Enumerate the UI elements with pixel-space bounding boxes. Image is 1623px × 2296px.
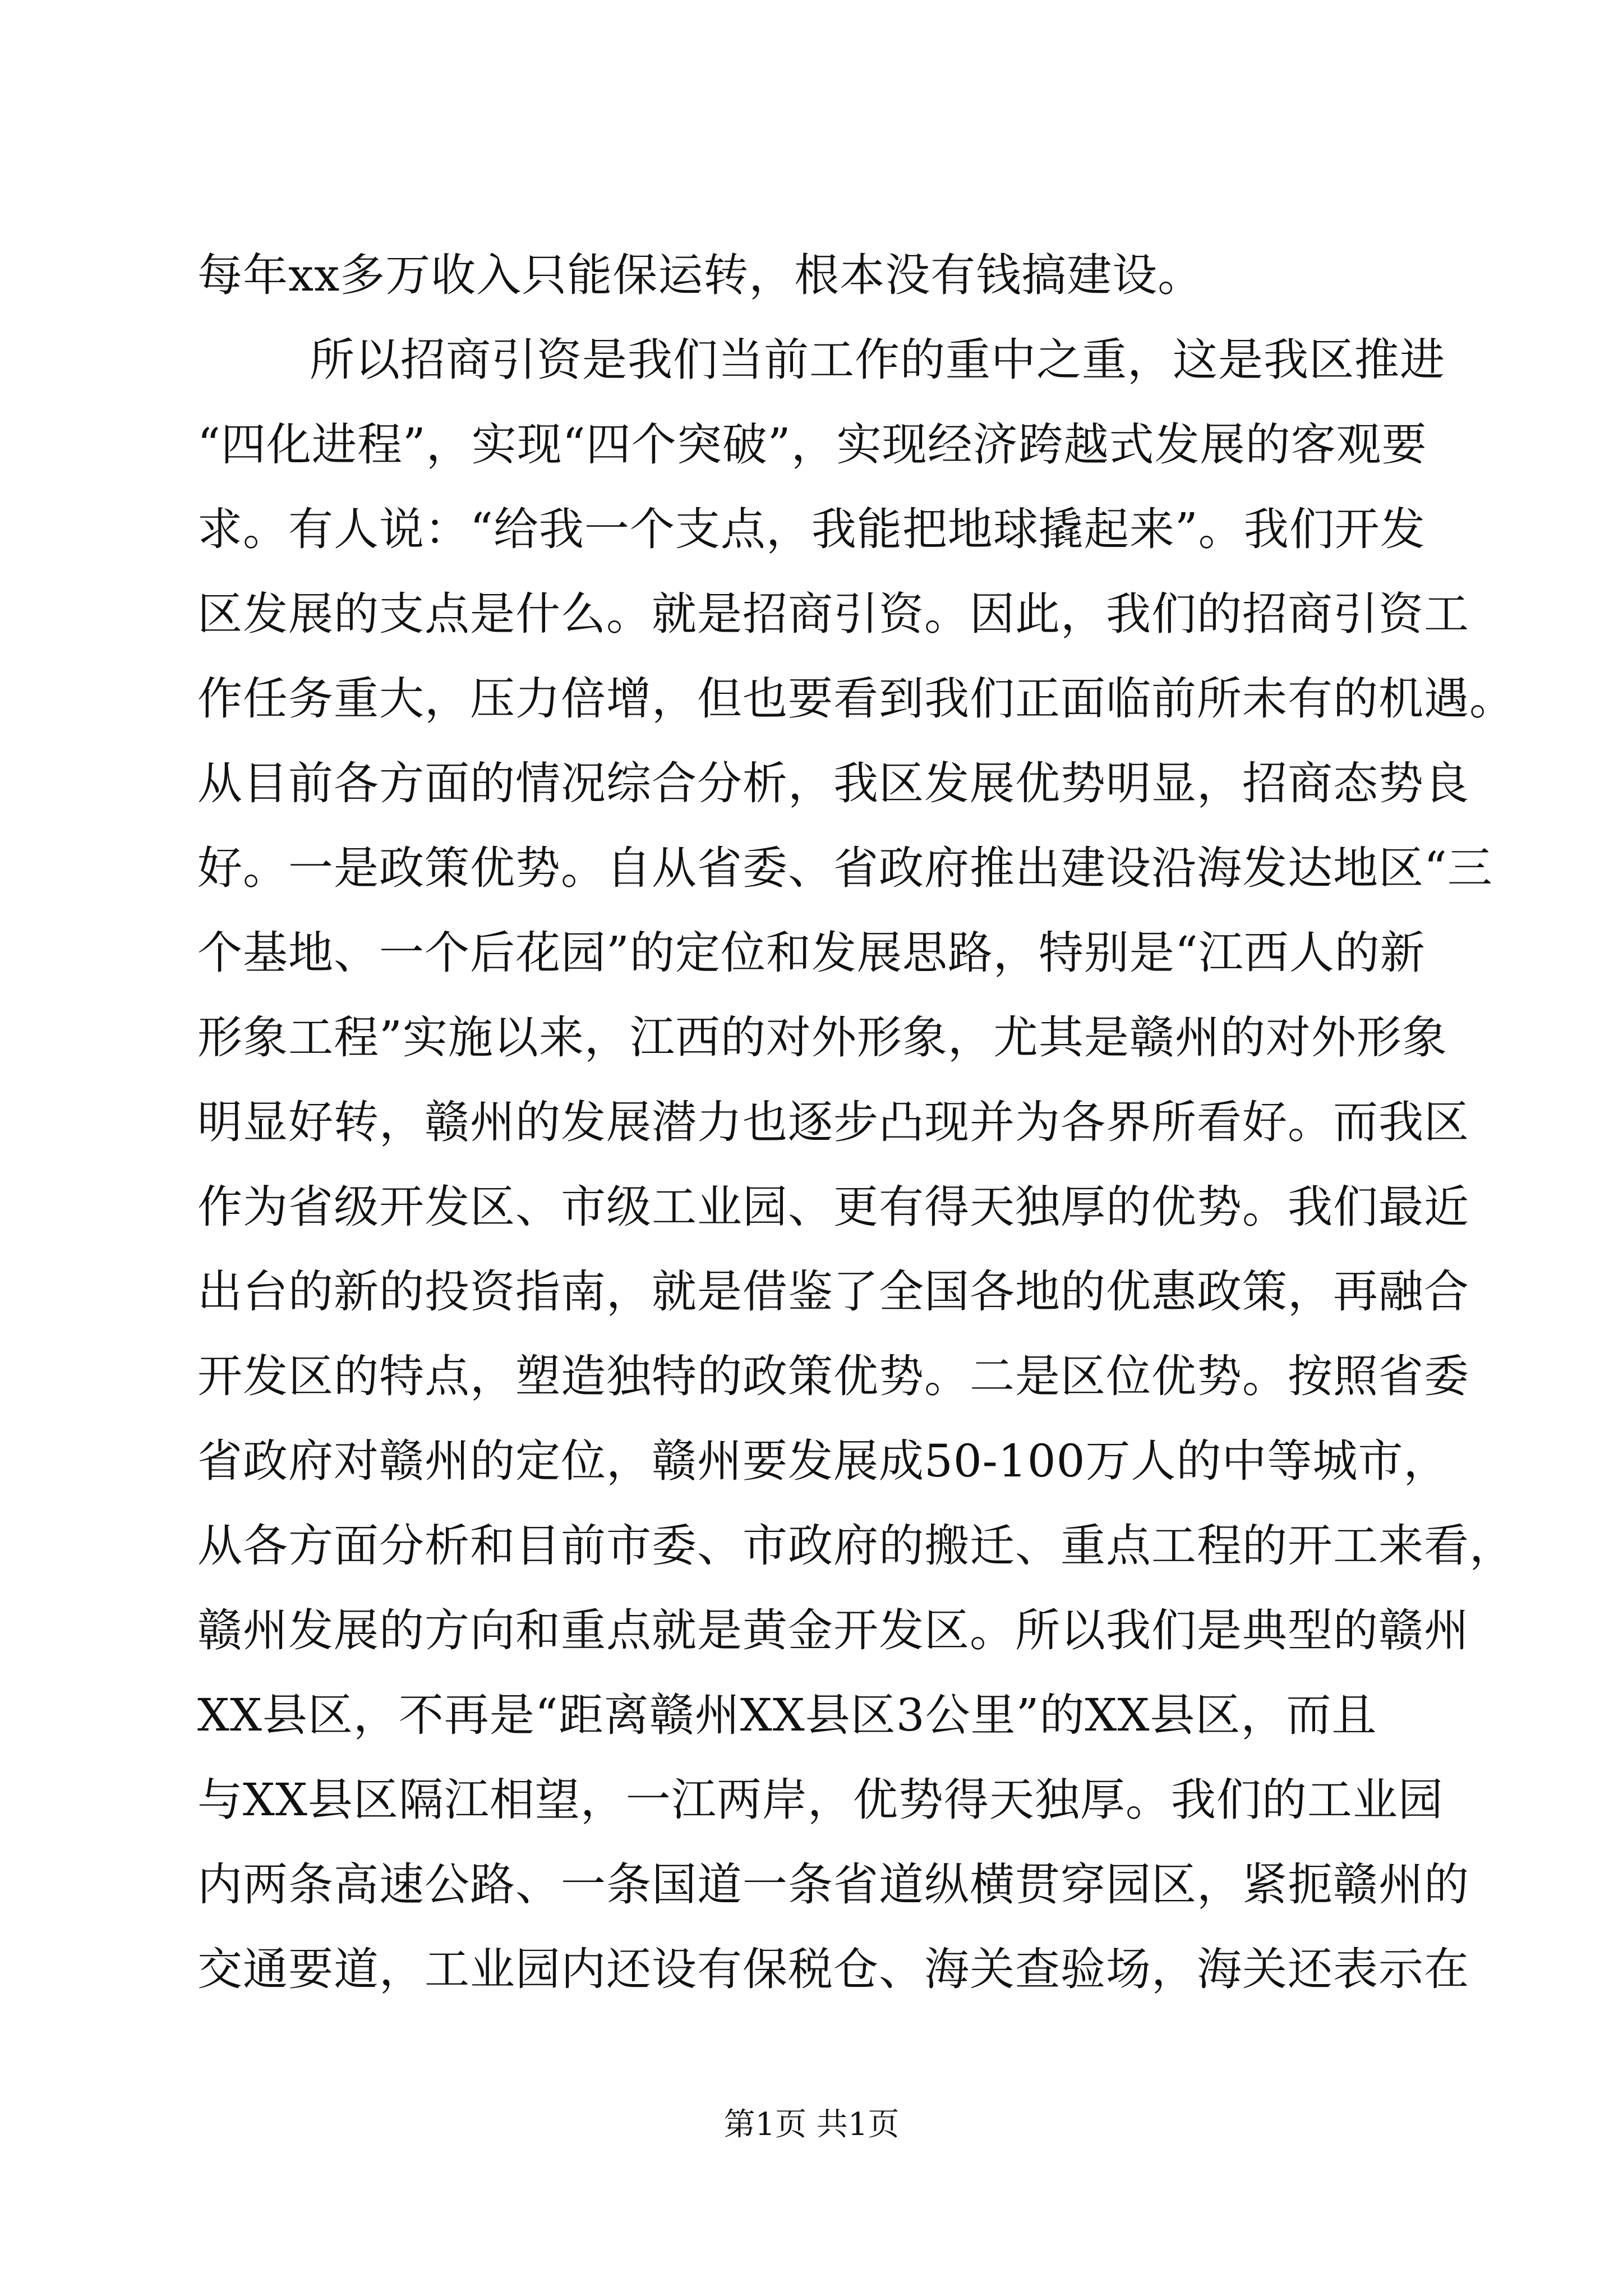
text-line: 求。有人说：“给我一个支点，我能把地球撬起来”。我们开发 — [197, 503, 1426, 555]
text-line: 形象工程”实施以来，江西的对外形象，尤其是赣州的对外形象 — [197, 1011, 1447, 1064]
text-line: 从目前各方面的情况综合分析，我区发展优势明显，招商态势良 — [197, 757, 1469, 809]
text-line: 区发展的支点是什么。就是招商引资。因此，我们的招商引资工 — [197, 588, 1469, 640]
text-line: 个基地、一个后花园”的定位和发展思路，特别是“江西人的新 — [197, 927, 1426, 979]
text-line: 交通要道，工业园内还设有保税仓、海关查验场，海关还表示在 — [197, 1943, 1469, 1995]
text-line: 作为省级开发区、市级工业园、更有得天独厚的优势。我们最近 — [197, 1181, 1469, 1233]
text-line: 从各方面分析和目前市委、市政府的搬迁、重点工程的开工来看， — [197, 1520, 1515, 1572]
text-line: 每年xx多万收入只能保运转，根本没有钱搞建设。 — [197, 249, 1204, 301]
text-line: 明显好转，赣州的发展潜力也逐步凸现并为各界所看好。而我区 — [197, 1096, 1469, 1148]
body-text — [197, 233, 1515, 2012]
text-line: 赣州发展的方向和重点就是黄金开发区。所以我们是典型的赣州 — [197, 1604, 1469, 1657]
text-line: 与XX县区隔江相望，一江两岸，优势得天独厚。我们的工业园 — [197, 1774, 1444, 1826]
text-line: “四化进程”，实现“四个突破”，实现经济跨越式发展的客观要 — [197, 418, 1427, 471]
page-footer: 第1页 共1页 — [723, 2106, 900, 2143]
text-line: 出台的新的投资指南，就是借鉴了全国各地的优惠政策，再融合 — [197, 1266, 1469, 1318]
text-line: XX县区，不再是“距离赣州XX县区3公里”的XX县区，而且 — [197, 1689, 1377, 1741]
text-line: 所以招商引资是我们当前工作的重中之重，这是我区推进 — [310, 334, 1445, 386]
text-line: 好。一是政策优势。自从省委、省政府推出建设沿海发达地区“三 — [197, 842, 1493, 894]
text-line: 内两条高速公路、一条国道一条省道纵横贯穿园区，紧扼赣州的 — [197, 1858, 1469, 1911]
text-line: 作任务重大，压力倍增，但也要看到我们正面临前所未有的机遇。 — [197, 673, 1515, 725]
text-line: 开发区的特点，塑造独特的政策优势。二是区位优势。按照省委 — [197, 1350, 1469, 1402]
text-line: 省政府对赣州的定位，赣州要发展成50-100万人的中等城市， — [197, 1435, 1449, 1487]
